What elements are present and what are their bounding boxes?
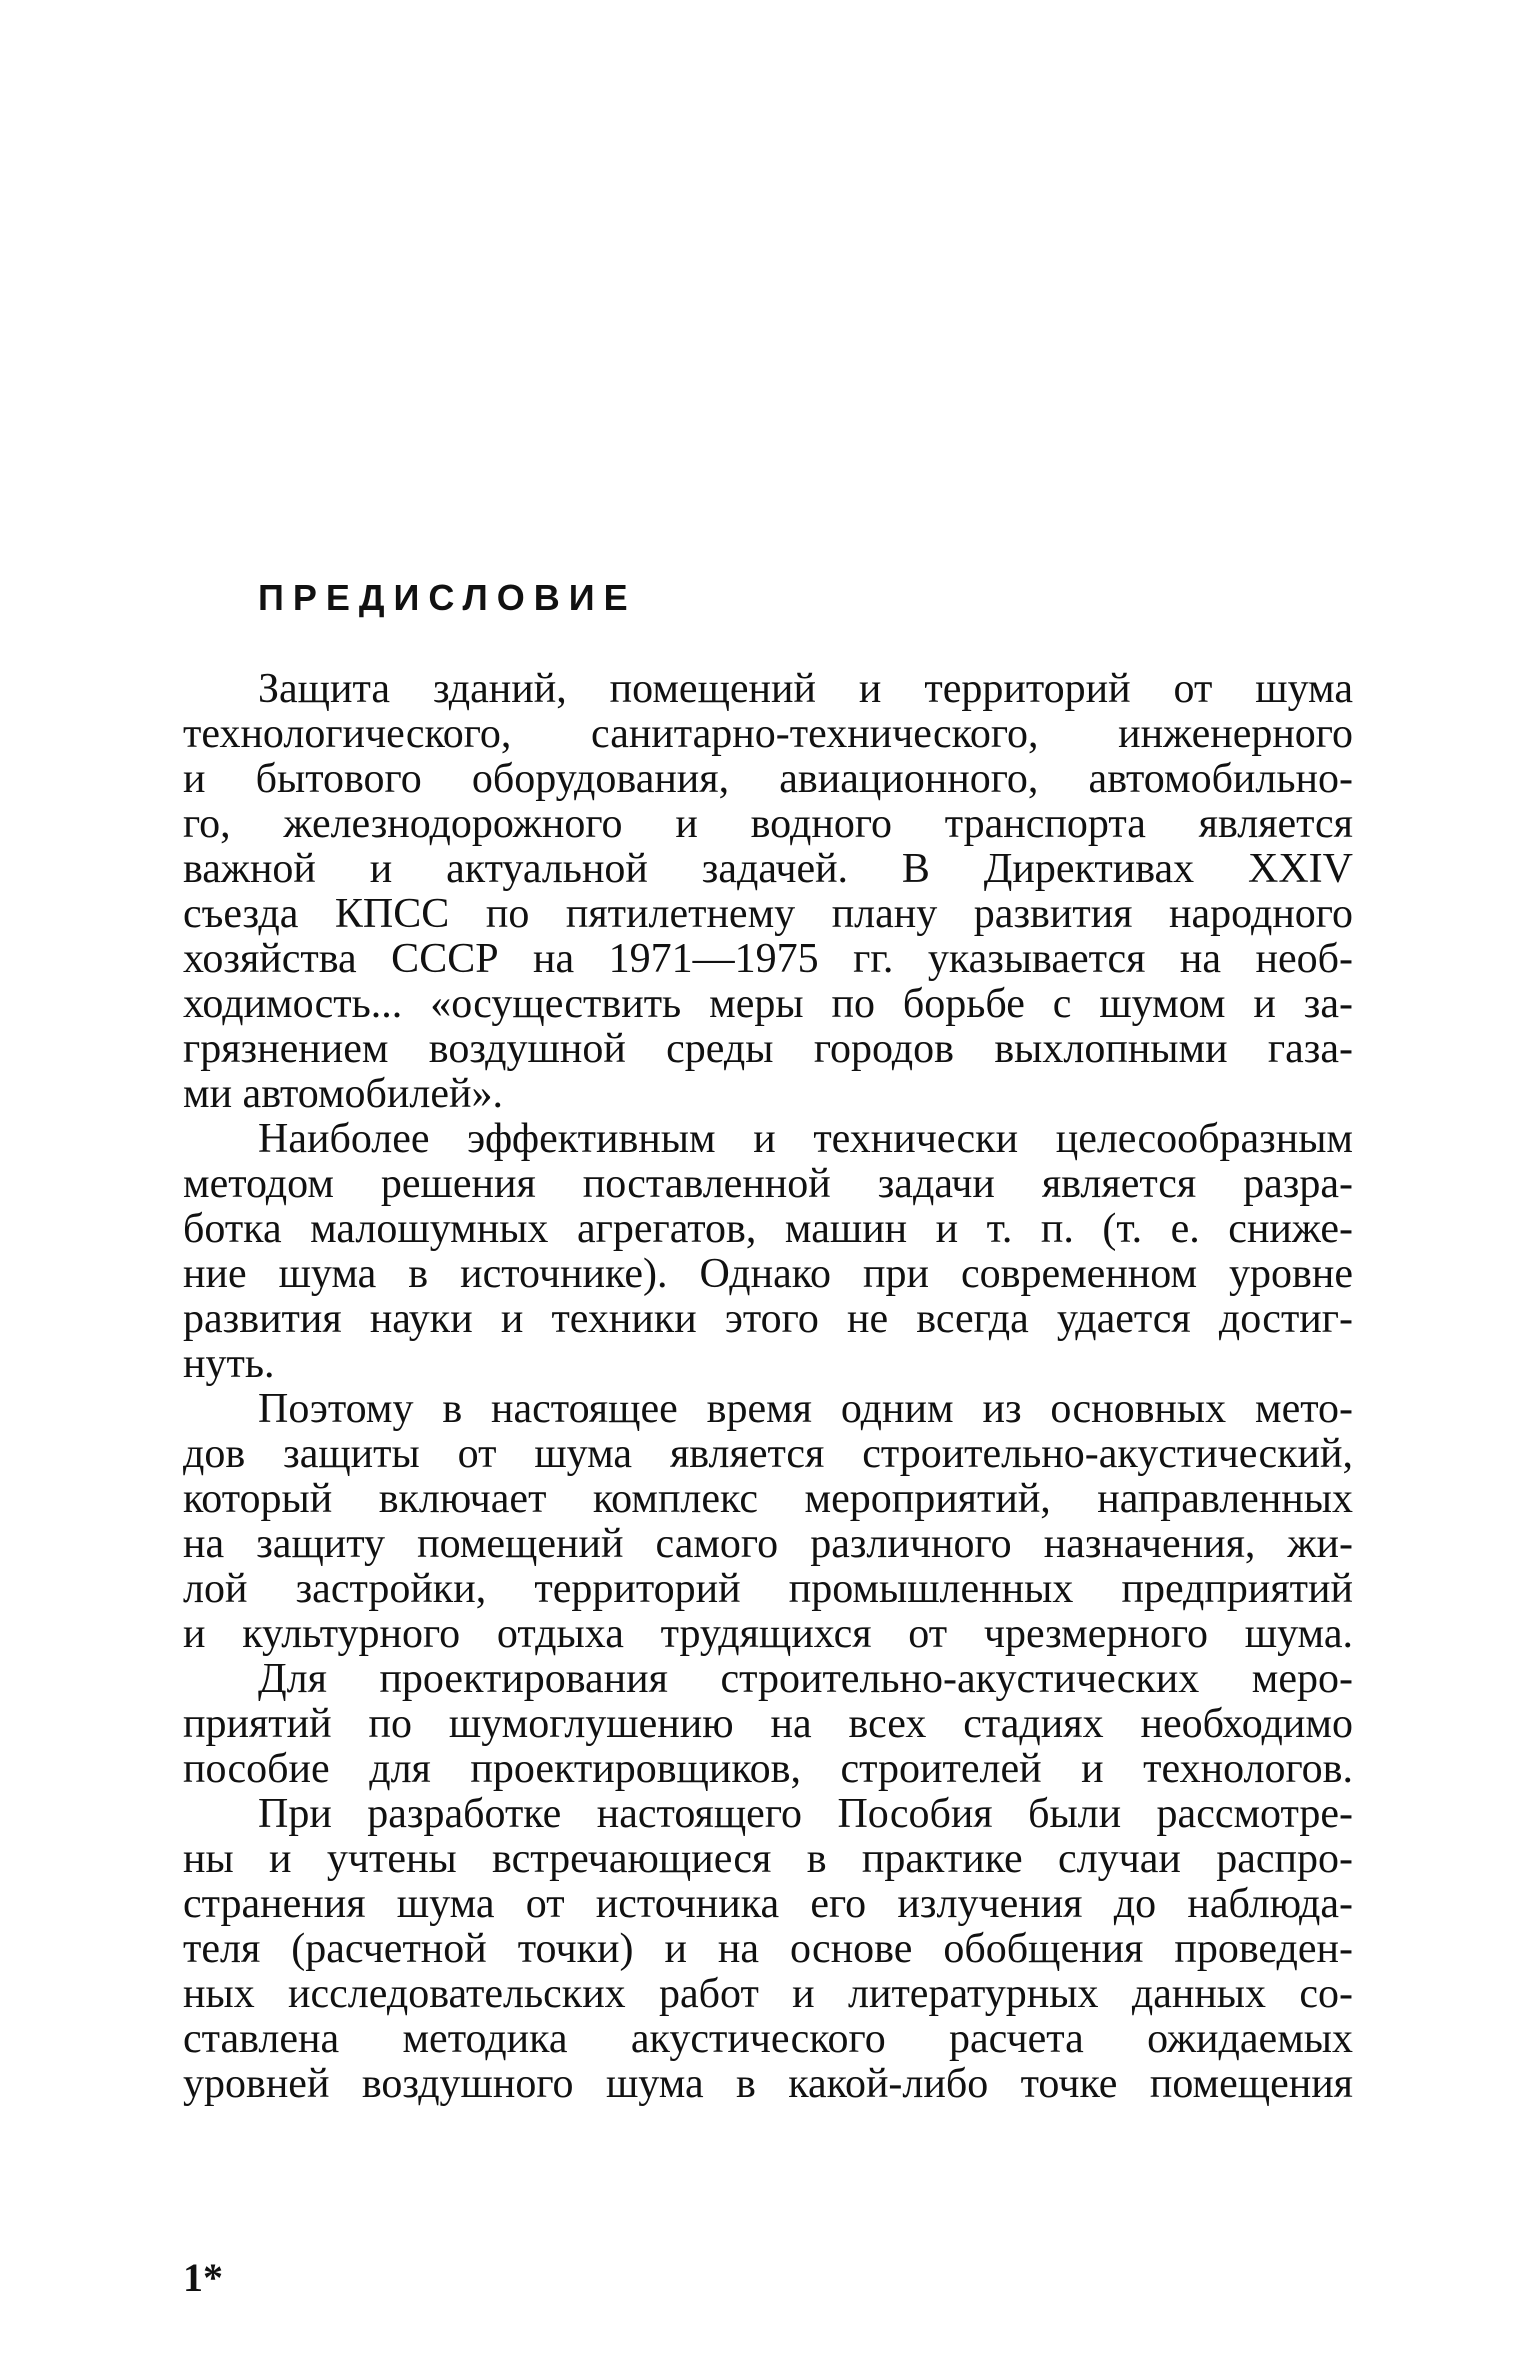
text-line: и бытового оборудования, авиационного, автомобильно- [183, 756, 1353, 802]
text-line: на защиту помещений самого различного назначения, жи- [183, 1521, 1353, 1567]
page-number: 1* [183, 2255, 223, 2300]
text-line: странения шума от источника его излучения до наблюда- [183, 1881, 1353, 1927]
text-line: теля (расчетной точки) и на основе обобщения проведен- [183, 1926, 1353, 1972]
text-line: Поэтому в настоящее время одним из основных мето- [258, 1386, 1353, 1432]
text-line: ставлена методика акустического расчета ожидаемых [183, 2016, 1353, 2062]
body-text [183, 667, 1353, 2107]
text-line: который включает комплекс мероприятий, направленных [183, 1476, 1353, 1522]
text-line: развития науки и техники этого не всегда удается достиг- [183, 1296, 1353, 1342]
text-line: Для проектирования строительно-акустических меро- [258, 1656, 1353, 1702]
page-heading: ПРЕДИСЛОВИЕ [258, 577, 637, 618]
text-line: хозяйства СССР на 1971—1975 гг. указывается на необ- [183, 936, 1353, 982]
text-line: ны и учтены встречающиеся в практике случаи распро- [183, 1836, 1353, 1882]
text-line: важной и актуальной задачей. В Директивах XXIV [183, 846, 1353, 892]
text-line: Защита зданий, помещений и территорий от шума [258, 666, 1353, 712]
text-line: ходимость... «осуществить меры по борьбе с шумом и за- [183, 981, 1353, 1027]
text-line: методом решения поставленной задачи является разра- [183, 1161, 1353, 1207]
text-line: ботка малошумных агрегатов, машин и т. п. (т. е. сниже- [183, 1206, 1353, 1252]
text-line: пособие для проектировщиков, строителей и технологов. [183, 1746, 1353, 1792]
text-line: съезда КПСС по пятилетнему плану развития народного [183, 891, 1353, 937]
text-line: го, железнодорожного и водного транспорта является [183, 801, 1353, 847]
text-line: дов защиты от шума является строительно-акустический, [183, 1431, 1353, 1477]
text-line: технологического, санитарно-технического, инженерного [183, 711, 1353, 757]
text-line: лой застройки, территорий промышленных предприятий [183, 1566, 1353, 1612]
text-line: и культурного отдыха трудящихся от чрезмерного шума. [183, 1611, 1353, 1657]
text-line: ми автомобилей». [183, 1071, 503, 1117]
text-line: При разработке настоящего Пособия были рассмотре- [258, 1791, 1353, 1837]
text-line: Наиболее эффективным и технически целесообразным [258, 1116, 1353, 1162]
text-line: приятий по шумоглушению на всех стадиях необходимо [183, 1701, 1353, 1747]
text-line: грязнением воздушной среды городов выхлопными газа- [183, 1026, 1353, 1072]
text-line: ных исследовательских работ и литературных данных со- [183, 1971, 1353, 2017]
text-line: нуть. [183, 1341, 275, 1387]
text-line: уровней воздушного шума в какой-либо точке помещения [183, 2061, 1353, 2107]
text-line: ние шума в источнике). Однако при современном уровне [183, 1251, 1353, 1297]
